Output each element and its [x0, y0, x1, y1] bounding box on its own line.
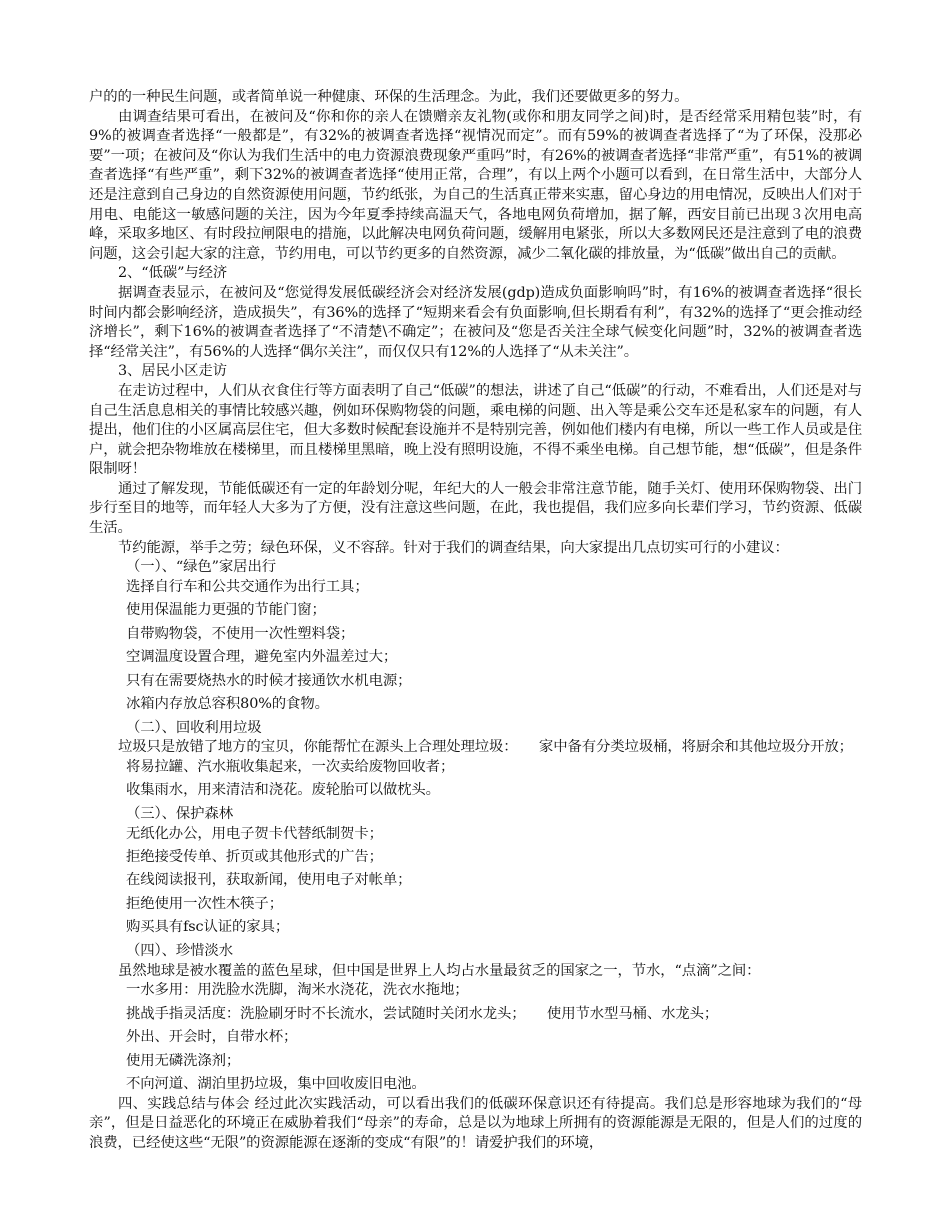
list-item: 外出、开会时，自带水杯；	[126, 1029, 298, 1046]
list-item: 自带购物袋，不使用一次性塑料袋；	[126, 625, 355, 642]
list-item: 在线阅读报刊，获取新闻，使用电子对帐单；	[126, 872, 412, 889]
list-item: 不向河道、湖泊里扔垃圾，集中回收废旧电池。	[126, 1076, 426, 1093]
body-paragraph: 在走访过程中，人们从衣食住行等方面表明了自己“低碳”的想法，讲述了自己“低碳”的行动，不难看出，人们还是对与自己生活息息相关的事情比较感兴趣，例如环保购物袋的问题，乘电梯的问题、出入等是乘公交车还是私家车的问题，有人提出，他们住的小区属高层住宅，但大多数时候配套设施并不是特别完善，例如他们楼内有电梯，所以一些工作人员或是住户，就会把杂物堆放在楼梯里，而且楼梯里黑暗，晚上没有照明设施，不得不乘坐电梯。自己想节能，想“低碳”，但是条件限制呀！	[89, 382, 862, 478]
list-item: 收集雨水，用来清洁和浇花。废轮胎可以做枕头。	[126, 782, 440, 799]
list-item: 使用无磷洗涤剂；	[126, 1052, 241, 1069]
body-paragraph: 户的的一种民生问题，或者简单说一种健康、环保的生活理念。为此，我们还要做更多的努力。	[89, 89, 689, 105]
list-item: 拒绝接受传单、折页或其他形式的广告；	[126, 848, 383, 865]
body-paragraph: 四、实践总结与体会 经过此次实践活动，可以看出我们的低碳环保意识还有待提高。我们总是形容地球为我们的“母亲”，但是日益恶化的环境正在威胁着我们“母亲”的寿命，总是以为地球上所拥有的资源能源是无限的，但是人们的过度的浪费，已经使这些“无限”的资源能源在逐渐的变成“有限”的！请爱护我们的环境，	[89, 1095, 862, 1151]
body-paragraph: 虽然地球是被水覆盖的蓝色星球，但中国是世界上人均占水量最贫乏的国家之一，节水，“点滴”之间：	[118, 962, 761, 979]
body-paragraph: 垃圾只是放错了地方的宝贝，你能帮忙在源头上合理处理垃圾： 家中备有分类垃圾桶，将厨余和其他垃圾分开放；	[118, 739, 853, 756]
list-item: 拒绝使用一次性木筷子；	[126, 895, 283, 912]
body-paragraph: 通过了解发现，节能低碳还有一定的年龄划分呢，年纪大的人一般会非常注意节能，随手关灯、使用环保购物袋、出门步行至目的地等，而年轻人大多为了方便，没有注意这些问题，在此，我也提倡，我们应多向长辈们学习，节约资源、低碳生活。	[89, 480, 862, 537]
list-item: 挑战手指灵活度：洗脸刷牙时不长流水，尝试随时关闭水龙头； 使用节水型马桶、水龙头；	[126, 1005, 719, 1022]
list-item: 购买具有fsc认证的家具；	[126, 919, 290, 936]
list-item: 只有在需要烧热水的时候才接通饮水机电源；	[126, 672, 412, 689]
list-item: 一水多用：用洗脸水洗脚，淘米水浇花，洗衣水拖地；	[126, 982, 469, 999]
section-heading: （四）、珍惜淡水	[126, 942, 233, 959]
section-heading: （三）、保护森林	[126, 805, 233, 822]
body-paragraph: 3、居民小区走访	[118, 363, 227, 380]
list-item: 选择自行车和公共交通作为出行工具；	[126, 578, 369, 595]
body-paragraph: 据调查表显示，在被问及“您觉得发展低碳经济会对经济发展(gdp)造成负面影响吗”时，有16%的被调查者选择“很长时间内都会影响经济，造成损失”，有36%的选择了“短期来看会有负面影响,但长期看有利”，有32%的选择了“更会推动经济增长”，剩下16%的被调查者选择了“不清楚\不确定”；在被问及“您是否关注全球气候变化问题”时，32%的被调查者选择“经常关注”，有56%的人选择“偶尔关注”，而仅仅只有12%的人选择了“从未关注”。	[89, 284, 862, 360]
body-paragraph: 由调查结果可看出，在被问及“你和你的亲人在馈赠亲友礼物(或你和朋友同学之间)时，是否经常采用精包装”时，有9%的被调查者选择“一般都是”，有32%的被调查者选择“视情况而定”。而有59%的被调查者选择了“为了环保，没那必要”一项；在被问及“你认为我们生活中的电力资源浪费现象严重吗”时，有26%的被调查者选择“非常严重”，有51%的被调查者选择“有些严重”，剩下32%的被调查者选择“使用正常，合理”，有以上两个小题可以看到，在日常生活中，大部分人还是注意到自己身边的自然资源使用问题，节约纸张，为自己的生活真正带来实惠，留心身边的用电情况，反映出人们对于用电、电能这一敏感问题的关注，因为今年夏季持续高温天气，各地电网负荷增加，据了解，西安目前已出现３次用电高峰，采取多地区、有时段拉闸限电的措施，以此解决电网负荷问题，缓解用电紧张，所以大多数网民还是注意到了电的浪费问题，这会引起大家的注意，节约用电，可以节约更多的自然资源，减少二氧化碳的排放量，为“低碳”做出自己的贡献。	[89, 108, 862, 262]
list-item: 使用保温能力更强的节能门窗；	[126, 602, 326, 619]
body-paragraph: 2、“低碳”与经济	[118, 265, 228, 282]
list-item: 将易拉罐、汽水瓶收集起来，一次卖给废物回收者；	[126, 758, 455, 775]
list-item: 空调温度设置合理，避免室内外温差过大；	[126, 649, 398, 666]
list-item: 无纸化办公，用电子贺卡代替纸制贺卡；	[126, 825, 383, 842]
body-paragraph: 节约能源，举手之劳；绿色环保，义不容辞。针对于我们的调查结果，向大家提出几点切实可行的小建议：	[118, 539, 789, 556]
list-item: 冰箱内存放总容积80%的食物。	[126, 696, 329, 713]
section-heading: （二）、回收利用垃圾	[126, 719, 262, 736]
section-heading: （一）、“绿色”家居出行	[126, 559, 276, 576]
